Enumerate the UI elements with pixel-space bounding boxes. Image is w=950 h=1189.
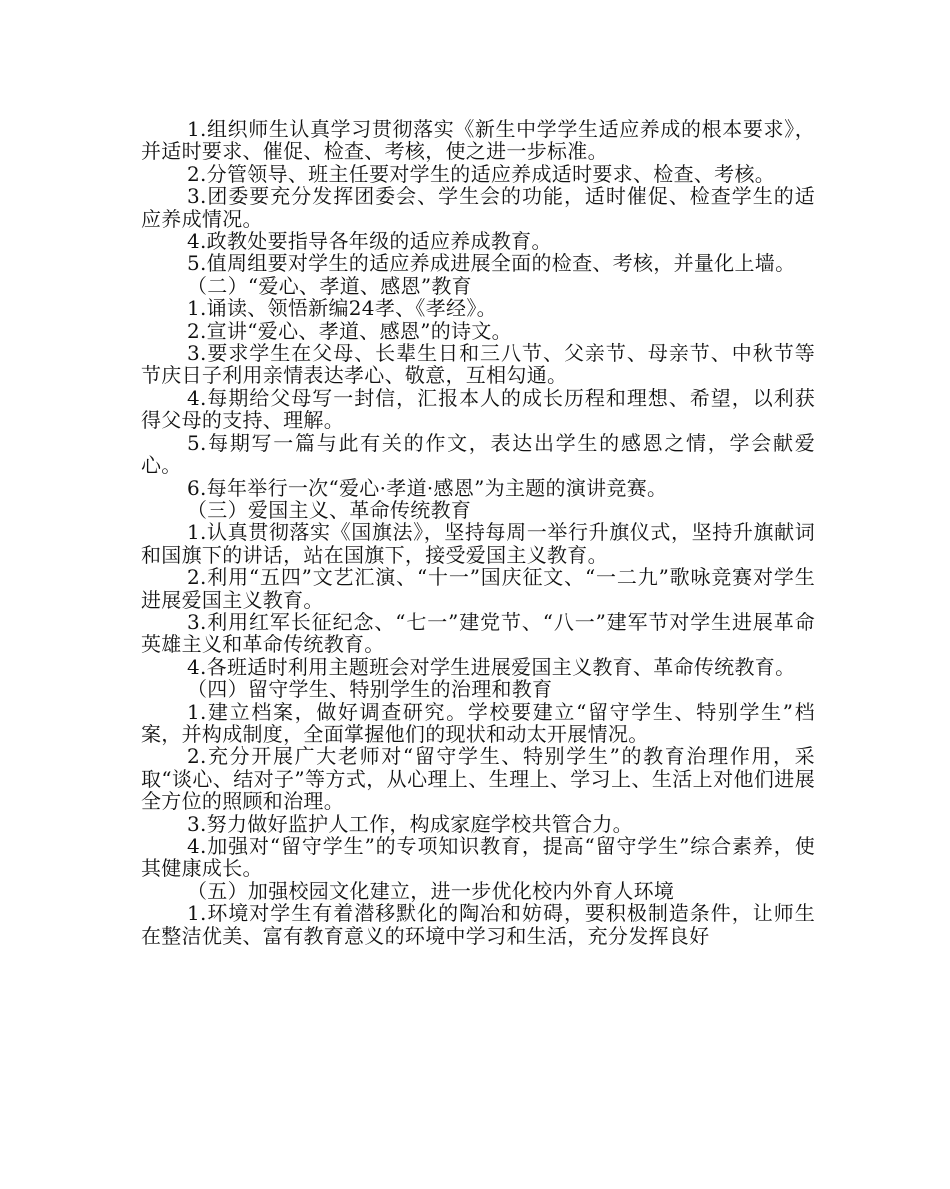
section-heading-5: （五）加强校园文化建立，进一步优化校内外育人环境 xyxy=(187,878,675,903)
paragraph-11: 5.每期写一篇与此有关的作文，表达出学生的感恩之情，学会献爱心。 xyxy=(141,430,815,478)
paragraph-3: 3.团委要充分发挥团委会、学生会的功能，适时催促、检查学生的适应养成情况。 xyxy=(141,184,815,231)
paragraph-8: 2.宣讲“爱心、孝道、感恩”的诗文。 xyxy=(187,318,512,343)
paragraph-19: 1.建立档案，做好调查研究。学校要建立“留守学生、特别学生”档案，并构成制度，全面掌握他们的现状和动太开展情况。 xyxy=(141,699,815,746)
paragraph-24: 1.环境对学生有着潜移默化的陶冶和妨碍，要积极制造条件，让师生在整洁优美、富有教育意义的环境中学习和生活，充分发挥良好 xyxy=(141,901,815,948)
document-body xyxy=(141,118,815,947)
section-heading-3: （三）爱国主义、革命传统教育 xyxy=(187,497,472,522)
paragraph-22: 4.加强对“留守学生”的专项知识教育，提高“留守学生”综合素养，使其健康成长。 xyxy=(141,834,815,881)
paragraph-14: 1.认真贯彻落实《国旗法》，坚持每周一举行升旗仪式，坚持升旗献词和国旗下的讲话，站在国旗下，接受爱国主义教育。 xyxy=(141,520,815,567)
paragraph-15: 2.利用“五四”文艺汇演、“十一”国庆征文、“一二九”歌咏竞赛对学生进展爱国主义教育。 xyxy=(141,565,815,612)
section-heading-2: （二）“爱心、孝道、感恩”教育 xyxy=(187,273,472,298)
section-heading-4: （四）留守学生、特别学生的治理和教育 xyxy=(187,677,553,702)
paragraph-16: 3.利用红军长征纪念、“七一”建党节、“八一”建军节对学生进展革命英雄主义和革命传统教育。 xyxy=(141,609,815,657)
paragraph-5: 5.值周组要对学生的适应养成进展全面的检查、考核，并量化上墙。 xyxy=(187,251,796,276)
paragraph-9: 3.要求学生在父母、长辈生日和三八节、父亲节、母亲节、中秋节等节庆日子利用亲情表达孝心、敬意，互相勾通。 xyxy=(141,341,815,388)
paragraph-4: 4.政教处要指导各年级的适应养成教育。 xyxy=(187,229,552,254)
paragraph-10: 4.每期给父母写一封信，汇报本人的成长历程和理想、希望，以利获得父母的支持、理解。 xyxy=(141,385,815,433)
paragraph-12: 6.每年举行一次“爱心·孝道·感恩”为主题的演讲竞赛。 xyxy=(187,475,668,500)
paragraph-1: 1.组织师生认真学习贯彻落实《新生中学学生适应养成的根本要求》，并适时要求、催促、检查、考核，使之进一步标准。 xyxy=(141,117,815,164)
paragraph-7: 1.诵读、领悟新编24孝、《孝经》。 xyxy=(187,296,497,321)
paragraph-21: 3.努力做好监护人工作，构成家庭学校共管合力。 xyxy=(187,811,633,836)
paragraph-2: 2.分管领导、班主任要对学生的适应养成适时要求、检查、考核。 xyxy=(187,161,776,186)
paragraph-20: 2.充分开展广大老师对“留守学生、特别学生”的教育治理作用，采取“谈心、结对子”等方式，从心理上、生理上、学习上、生活上对他们进展全方位的照顾和治理。 xyxy=(141,744,815,814)
paragraph-17: 4.各班适时利用主题班会对学生进展爱国主义教育、革命传统教育。 xyxy=(187,654,796,679)
